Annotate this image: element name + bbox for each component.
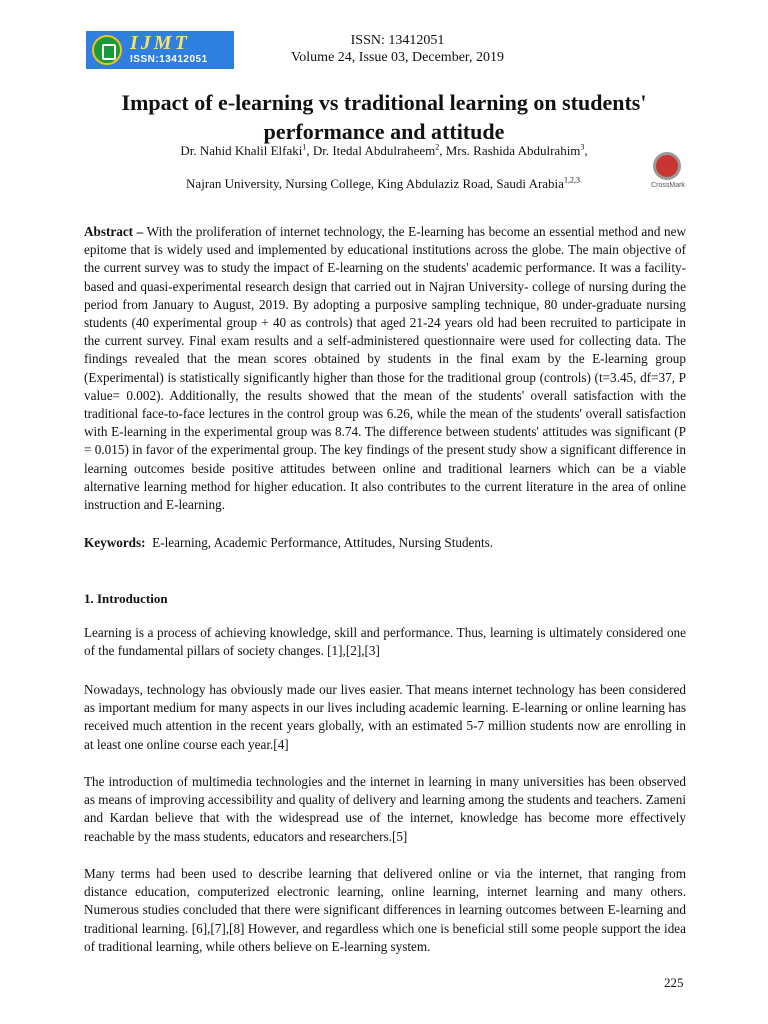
keywords xyxy=(84,534,686,552)
intro-paragraph: Nowadays, technology has obviously made our lives easier. That means internet technology has been considered as important medium for many aspects in our lives including academic learning. E-learning or online learning has received much attention in the recent years globally, with an estimated 5-7 million students now are enrolling in at least one online course each year.[4] xyxy=(84,682,686,752)
journal-logo-word: IJMT xyxy=(130,32,190,54)
keywords-text: E-learning, Academic Performance, Attitudes, Nursing Students. xyxy=(152,535,494,550)
affiliation-text: Najran University, Nursing College, King Abdulaziz Road, Saudi Arabia xyxy=(186,176,564,191)
affiliation-mark: 1,2,3. xyxy=(563,175,582,185)
abstract-label: Abstract – xyxy=(84,224,144,239)
crossmark-label: CrossMark xyxy=(651,182,685,189)
abstract xyxy=(84,223,686,514)
journal-logo-issn: ISSN:13412051 xyxy=(130,54,208,65)
volume-line: Volume 24, Issue 03, December, 2019 xyxy=(290,50,505,65)
issn-line: ISSN: 13412051 xyxy=(350,33,445,48)
paper-title: Impact of e-learning vs traditional learning on students' performance and attitude xyxy=(121,90,647,144)
author-name: Dr. Nahid Khalil Elfaki xyxy=(180,143,303,158)
author-name: Mrs. Rashida Abdulrahim xyxy=(445,143,581,158)
keywords-label: Keywords: xyxy=(84,535,146,550)
crossmark-badge[interactable] xyxy=(648,152,688,192)
intro-paragraph: Many terms had been used to describe learning that delivered online or via the internet, that ranging from distance education, computerized electronic learning, online learning, internet learning and many others. Numerous studies concluded that there were significant differences in learning outcomes between E-learning and traditional learning. [6],[7],[8] However, and regardless which one is beneficial still some people support the idea of traditional learning, while others believe on E-learning system. xyxy=(84,866,686,954)
author-separator: , xyxy=(306,143,313,158)
intro-paragraph: The introduction of multimedia technologies and the internet in learning in many universities has been observed as means of improving accessibility and quality of delivery and learning among the students and teachers. Zameni and Kardan believe that with the widespread use of the internet, knowledge has become more effectively reachable by the mass students, educators and researchers.[5] xyxy=(84,774,686,844)
author-separator: , xyxy=(584,143,588,158)
intro-paragraph: Learning is a process of achieving knowledge, skill and performance. Thus, learning is ultimately considered one of the fundamental pillars of society changes. [1],[2],[3] xyxy=(84,625,686,659)
section-heading-introduction: 1. Introduction xyxy=(84,591,168,606)
author-separator: , xyxy=(439,143,446,158)
author-affiliation-mark: 1 xyxy=(302,142,307,152)
page-number: 225 xyxy=(664,975,684,990)
author-affiliation-mark: 2 xyxy=(435,142,440,152)
abstract-text: With the proliferation of internet technology, the E-learning has become an essential method and new epitome that is widely used and implemented by educational institutions across the globe. The main objective of the current survey was to study the impact of E-learning on the students' academic performance. It was a facility-based and quasi-experimental research design that carried out in Najran University- college of nursing during the period from January to August, 2019. By adopting a purposive sampling technique, 80 under-graduate nursing students (40 experimental group + 40 as controls) that aged 21-24 years old had been recruited to participate in the current survey. Final exam results and a self-administered questionnaire were used for collecting data. The findings revealed that the mean scores obtained by students in the final exam by the E-learning group (Experimental) is statistically significantly higher than those for the traditional group (controls) (t=3.45, df=37, P value= 0.002). Additionally, the results showed that the mean of the students' overall satisfaction with the traditional face-to-face lectures in the control group was 6.26, while the mean of the students' overall satisfaction with E-learning in the experimental group was 8.74. The difference between students' attitudes was significant (P = 0.015) in favor of the experimental group. The key findings of the present study show a significant difference in learning outcomes beside positive attitudes between online and traditional learners which can be a viable alternative learning method for higher education. It also contributes to the current literature in the area of online instruction and E-learning. xyxy=(84,224,687,513)
author-name: Dr. Itedal Abdulraheem xyxy=(312,143,436,158)
crossmark-icon xyxy=(653,152,681,180)
author-affiliation-mark: 3 xyxy=(580,142,585,152)
